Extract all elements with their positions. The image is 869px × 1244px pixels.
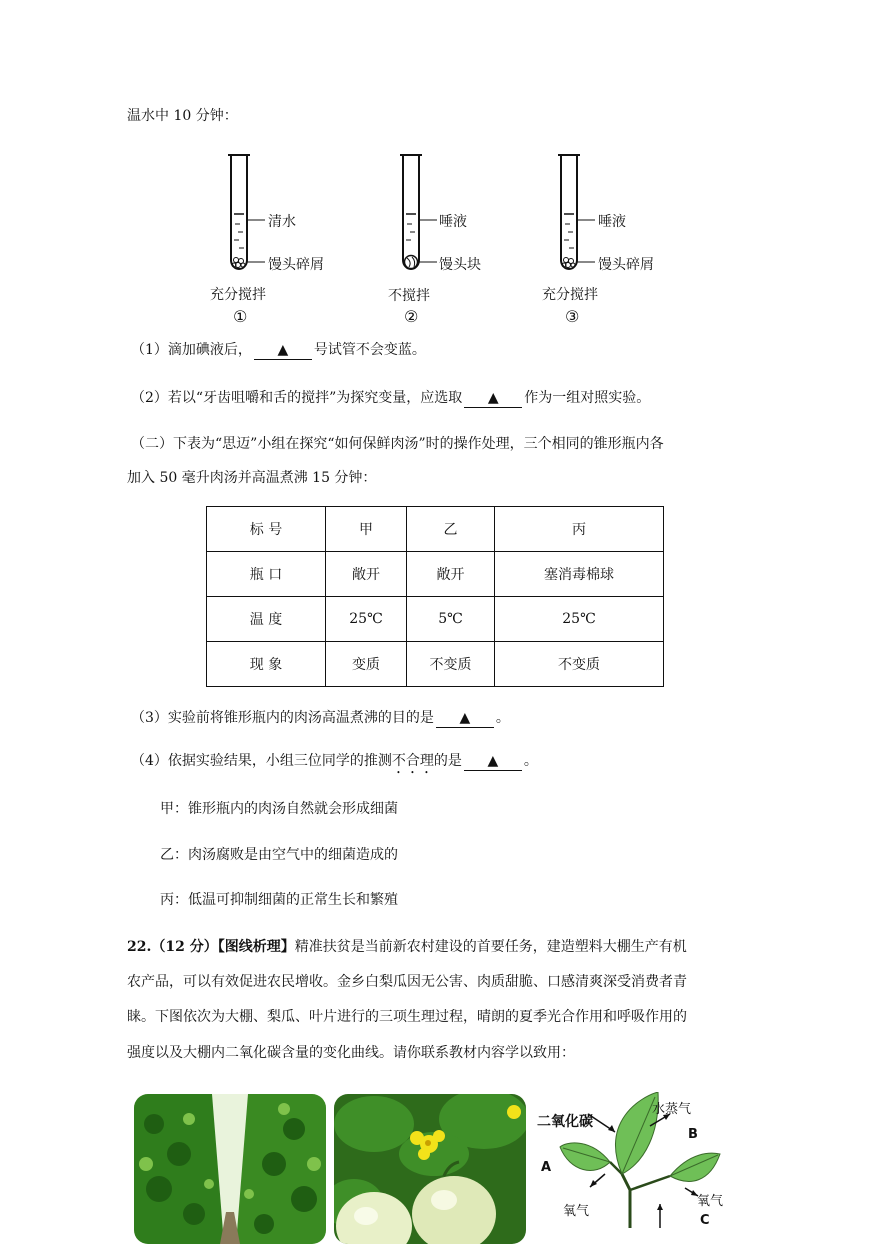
tube-2-liquid-label: 唾液 bbox=[439, 214, 467, 230]
table-cell: 丙 bbox=[495, 507, 664, 552]
tube-1-number: ① bbox=[233, 307, 248, 326]
table-cell: 塞消毒棉球 bbox=[495, 552, 664, 597]
tube-1-solid-label: 馒头碎屑 bbox=[268, 257, 324, 273]
table-row bbox=[207, 597, 664, 642]
answer-blank-1[interactable]: ▲ bbox=[254, 341, 312, 360]
table-cell: 甲 bbox=[326, 507, 407, 552]
tube-1-liquid-label: 清水 bbox=[268, 214, 296, 230]
table-cell: 温 度 bbox=[207, 597, 326, 642]
tube-2-number: ② bbox=[404, 307, 419, 326]
question-2: （2）若以“牙齿咀嚼和舌的搅拌”为探究变量，应选取 ▲ 作为一组对照实验。 bbox=[131, 390, 651, 406]
question-1: （1）滴加碘液后， ▲ 号试管不会变蓝。 bbox=[131, 342, 426, 358]
table-cell: 不变质 bbox=[407, 642, 495, 687]
part-2-line-1: （二）下表为“思迈”小组在探究“如何保鲜肉汤”时的操作处理，三个相同的锥形瓶内各 bbox=[131, 436, 664, 452]
test-tube-1 bbox=[228, 155, 265, 269]
test-tube-2 bbox=[400, 155, 437, 269]
label-a: A bbox=[541, 1160, 552, 1175]
table-row bbox=[207, 642, 664, 687]
question-tag: 【图线析理】 bbox=[217, 939, 295, 955]
label-water-vapor: 水蒸气 bbox=[652, 1102, 692, 1117]
intro-line: 温水中 10 分钟： bbox=[127, 108, 238, 124]
table-cell: 25℃ bbox=[495, 597, 664, 642]
tube-3-solid-label: 馒头碎屑 bbox=[598, 257, 654, 273]
tube-3-liquid-label: 唾液 bbox=[598, 214, 626, 230]
table-cell: 5℃ bbox=[407, 597, 495, 642]
label-carbon-dioxide: 二氧化碳 bbox=[537, 1114, 593, 1130]
table-cell: 不变质 bbox=[495, 642, 664, 687]
table-cell: 变质 bbox=[326, 642, 407, 687]
question-score: （12 分） bbox=[151, 939, 218, 955]
table-cell: 敞开 bbox=[326, 552, 407, 597]
tube-1-action-label: 充分搅拌 bbox=[210, 287, 266, 303]
option-bing: 丙：低温可抑制细菌的正常生长和繁殖 bbox=[160, 892, 398, 908]
question-22-line-1: 22.（12 分）【图线析理】精准扶贫是当前新农村建设的首要任务，建造塑料大棚生产有机 bbox=[127, 939, 687, 955]
table-row bbox=[207, 507, 664, 552]
table-cell: 现 象 bbox=[207, 642, 326, 687]
greenhouse-photo bbox=[134, 1094, 326, 1244]
question-4: （4）依据实验结果，小组三位同学的推测不合理的是 ▲ 。 bbox=[131, 753, 538, 769]
option-jia: 甲：锥形瓶内的肉汤自然就会形成细菌 bbox=[160, 801, 398, 817]
tube-3-number: ③ bbox=[565, 307, 580, 326]
label-oxygen-left: 氧气 bbox=[563, 1204, 590, 1219]
tube-3-action-label: 充分搅拌 bbox=[542, 287, 598, 303]
part-2-line-2: 加入 50 毫升肉汤并高温煮沸 15 分钟： bbox=[127, 470, 377, 486]
label-c: C bbox=[700, 1213, 710, 1228]
answer-blank-4[interactable]: ▲ bbox=[464, 752, 522, 771]
question-3: （3）实验前将锥形瓶内的肉汤高温煮沸的目的是 ▲ 。 bbox=[131, 710, 510, 726]
question-number: 22. bbox=[127, 939, 152, 955]
test-tube-3 bbox=[558, 155, 595, 269]
experiment-table bbox=[206, 506, 664, 687]
tube-2-action-label: 不搅拌 bbox=[388, 288, 430, 304]
question-22-line-2: 农产品，可以有效促进农民增收。金乡白梨瓜因无公害、肉质甜脆、口感清爽深受消费者青 bbox=[127, 974, 687, 990]
table-cell: 25℃ bbox=[326, 597, 407, 642]
melon-photo bbox=[334, 1094, 526, 1244]
table-row bbox=[207, 552, 664, 597]
question-22-line-4: 强度以及大棚内二氧化碳含量的变化曲线。请你联系教材内容学以致用： bbox=[127, 1045, 575, 1061]
answer-blank-3[interactable]: ▲ bbox=[436, 709, 494, 728]
question-22-line-3: 睐。下图依次为大棚、梨瓜、叶片进行的三项生理过程，晴朗的夏季光合作用和呼吸作用的 bbox=[127, 1009, 687, 1025]
label-b: B bbox=[688, 1127, 698, 1142]
table-cell: 乙 bbox=[407, 507, 495, 552]
tube-2-solid-label: 馒头块 bbox=[439, 257, 481, 273]
table-cell: 标 号 bbox=[207, 507, 326, 552]
table-cell: 瓶 口 bbox=[207, 552, 326, 597]
emphasis-text: 不合理 bbox=[391, 753, 434, 769]
test-tube-diagram bbox=[200, 148, 680, 328]
label-oxygen-right: 氧气 bbox=[697, 1194, 724, 1209]
option-yi: 乙：肉汤腐败是由空气中的细菌造成的 bbox=[160, 847, 398, 863]
answer-blank-2[interactable]: ▲ bbox=[464, 389, 522, 408]
table-cell: 敞开 bbox=[407, 552, 495, 597]
